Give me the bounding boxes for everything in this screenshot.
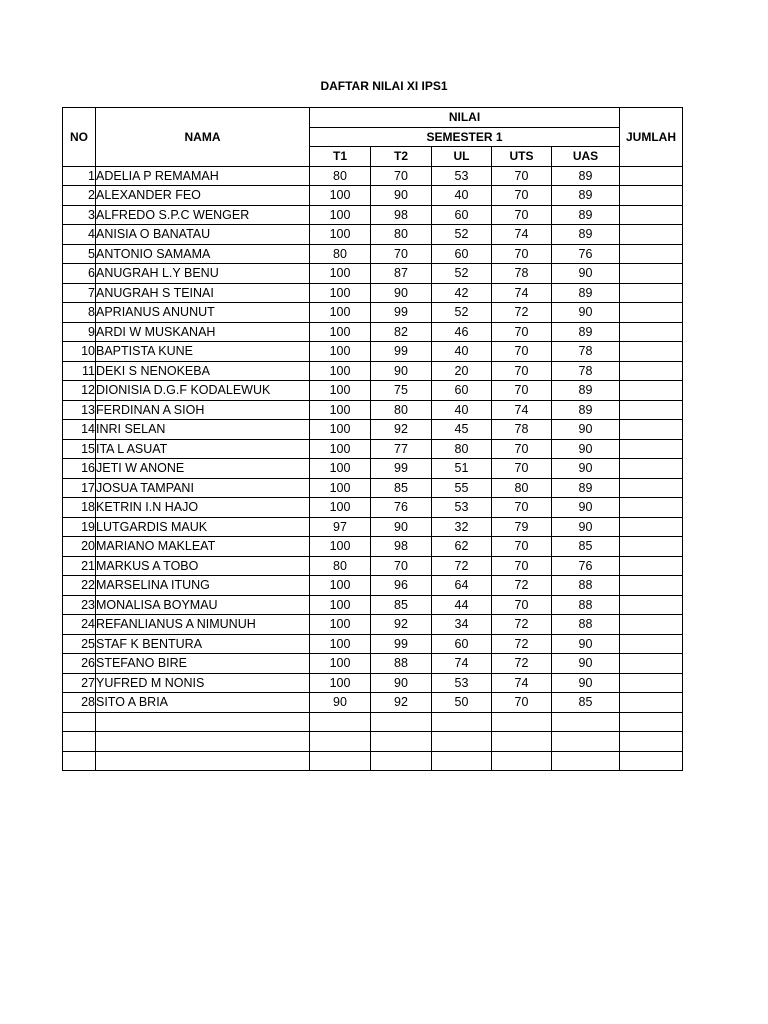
t2-cell: 82 [371,322,432,342]
no-cell: 19 [63,517,96,537]
uas-cell: 89 [552,205,620,225]
table-body [63,166,683,771]
jumlah-cell [620,420,683,440]
header-t1: T1 [310,147,371,167]
table-row [63,303,683,323]
t1-cell: 100 [310,205,371,225]
t1-cell: 100 [310,381,371,401]
name-cell: MARSELINA ITUNG [96,576,310,596]
t1-cell: 100 [310,634,371,654]
name-cell: JOSUA TAMPANI [96,478,310,498]
ul-cell [432,751,492,771]
table-row [63,654,683,674]
ul-cell: 53 [432,498,492,518]
t1-cell: 100 [310,615,371,635]
t2-cell: 99 [371,459,432,479]
t2-cell: 90 [371,186,432,206]
no-cell: 4 [63,225,96,245]
table-row [63,400,683,420]
uts-cell: 72 [492,576,552,596]
jumlah-cell [620,556,683,576]
t1-cell: 90 [310,693,371,713]
no-cell: 10 [63,342,96,362]
header-t2: T2 [371,147,432,167]
ul-cell: 40 [432,186,492,206]
ul-cell [432,732,492,752]
no-cell: 6 [63,264,96,284]
jumlah-cell [620,498,683,518]
t2-cell: 90 [371,517,432,537]
uts-cell: 74 [492,673,552,693]
name-cell: MARKUS A TOBO [96,556,310,576]
ul-cell: 72 [432,556,492,576]
name-cell: ANISIA O BANATAU [96,225,310,245]
t2-cell: 80 [371,400,432,420]
jumlah-cell [620,751,683,771]
ul-cell: 53 [432,673,492,693]
no-cell: 2 [63,186,96,206]
name-cell: FERDINAN A SIOH [96,400,310,420]
t2-cell: 92 [371,693,432,713]
table-row [63,166,683,186]
name-cell: YUFRED M NONIS [96,673,310,693]
uas-cell: 90 [552,673,620,693]
no-cell: 24 [63,615,96,635]
t1-cell: 100 [310,225,371,245]
name-cell: JETI W ANONE [96,459,310,479]
table-row [63,205,683,225]
header-uas: UAS [552,147,620,167]
jumlah-cell [620,342,683,362]
ul-cell: 64 [432,576,492,596]
uts-cell: 79 [492,517,552,537]
ul-cell: 40 [432,342,492,362]
header-semester: SEMESTER 1 [310,127,620,147]
t2-cell: 99 [371,342,432,362]
uas-cell: 89 [552,166,620,186]
t1-cell: 100 [310,673,371,693]
uts-cell: 70 [492,186,552,206]
jumlah-cell [620,615,683,635]
t1-cell: 100 [310,595,371,615]
uas-cell: 90 [552,634,620,654]
table-row [63,381,683,401]
table-row [63,732,683,752]
t1-cell: 80 [310,166,371,186]
header-nama: NAMA [96,108,310,167]
ul-cell: 60 [432,244,492,264]
table-row [63,459,683,479]
uts-cell: 70 [492,693,552,713]
t1-cell: 100 [310,439,371,459]
ul-cell: 62 [432,537,492,557]
name-cell: ALFREDO S.P.C WENGER [96,205,310,225]
uas-cell: 90 [552,264,620,284]
header-no: NO [63,108,96,167]
jumlah-cell [620,264,683,284]
t1-cell [310,751,371,771]
jumlah-cell [620,693,683,713]
uts-cell: 72 [492,303,552,323]
ul-cell: 80 [432,439,492,459]
uts-cell: 70 [492,361,552,381]
no-cell: 9 [63,322,96,342]
uts-cell: 80 [492,478,552,498]
t1-cell: 80 [310,244,371,264]
no-cell: 11 [63,361,96,381]
ul-cell: 52 [432,264,492,284]
jumlah-cell [620,439,683,459]
uts-cell [492,732,552,752]
no-cell: 21 [63,556,96,576]
no-cell [63,712,96,732]
t1-cell: 100 [310,303,371,323]
jumlah-cell [620,517,683,537]
jumlah-cell [620,381,683,401]
table-row [63,439,683,459]
uas-cell: 78 [552,342,620,362]
table-row [63,673,683,693]
no-cell [63,732,96,752]
table-row [63,751,683,771]
name-cell: ADELIA P REMAMAH [96,166,310,186]
name-cell: KETRIN I.N HAJO [96,498,310,518]
uts-cell [492,712,552,732]
t1-cell: 100 [310,537,371,557]
t1-cell: 100 [310,322,371,342]
no-cell: 1 [63,166,96,186]
name-cell: MONALISA BOYMAU [96,595,310,615]
uas-cell: 90 [552,654,620,674]
t1-cell: 100 [310,361,371,381]
ul-cell: 44 [432,595,492,615]
t2-cell: 85 [371,595,432,615]
uts-cell: 72 [492,615,552,635]
jumlah-cell [620,283,683,303]
no-cell: 17 [63,478,96,498]
uts-cell: 74 [492,283,552,303]
uas-cell: 90 [552,303,620,323]
name-cell: LUTGARDIS MAUK [96,517,310,537]
table-row [63,537,683,557]
table-row [63,615,683,635]
uts-cell: 70 [492,498,552,518]
uas-cell: 90 [552,439,620,459]
name-cell: DEKI S NENOKEBA [96,361,310,381]
name-cell: MARIANO MAKLEAT [96,537,310,557]
t2-cell: 76 [371,498,432,518]
name-cell: ARDI W MUSKANAH [96,322,310,342]
jumlah-cell [620,400,683,420]
jumlah-cell [620,225,683,245]
t2-cell: 75 [371,381,432,401]
jumlah-cell [620,186,683,206]
no-cell: 25 [63,634,96,654]
uts-cell: 74 [492,225,552,245]
table-row [63,693,683,713]
name-cell: BAPTISTA KUNE [96,342,310,362]
table-row [63,322,683,342]
uas-cell: 89 [552,381,620,401]
uts-cell: 70 [492,342,552,362]
ul-cell: 50 [432,693,492,713]
t2-cell: 87 [371,264,432,284]
table-row [63,420,683,440]
name-cell: STEFANO BIRE [96,654,310,674]
uas-cell [552,732,620,752]
uas-cell: 90 [552,459,620,479]
ul-cell: 60 [432,381,492,401]
header-uts: UTS [492,147,552,167]
t1-cell: 100 [310,420,371,440]
uts-cell: 70 [492,556,552,576]
t1-cell: 100 [310,264,371,284]
table-row [63,244,683,264]
name-cell [96,732,310,752]
jumlah-cell [620,673,683,693]
t2-cell: 70 [371,244,432,264]
no-cell: 18 [63,498,96,518]
jumlah-cell [620,478,683,498]
no-cell: 16 [63,459,96,479]
no-cell: 20 [63,537,96,557]
ul-cell: 60 [432,634,492,654]
t1-cell: 100 [310,576,371,596]
jumlah-cell [620,634,683,654]
t1-cell [310,712,371,732]
uas-cell: 90 [552,517,620,537]
t2-cell [371,712,432,732]
uas-cell: 89 [552,283,620,303]
no-cell: 12 [63,381,96,401]
no-cell: 26 [63,654,96,674]
name-cell: INRI SELAN [96,420,310,440]
t2-cell: 92 [371,420,432,440]
table-row [63,498,683,518]
t2-cell: 98 [371,537,432,557]
uas-cell: 89 [552,478,620,498]
t2-cell [371,751,432,771]
uts-cell: 70 [492,205,552,225]
jumlah-cell [620,303,683,323]
jumlah-cell [620,537,683,557]
ul-cell: 45 [432,420,492,440]
name-cell: SITO A BRIA [96,693,310,713]
t1-cell: 100 [310,478,371,498]
table-row [63,634,683,654]
uas-cell: 76 [552,556,620,576]
ul-cell: 32 [432,517,492,537]
table-header [63,108,683,167]
t2-cell: 90 [371,673,432,693]
uts-cell [492,751,552,771]
name-cell [96,712,310,732]
t2-cell: 80 [371,225,432,245]
no-cell: 8 [63,303,96,323]
t1-cell: 100 [310,186,371,206]
t1-cell: 100 [310,400,371,420]
t2-cell: 98 [371,205,432,225]
t2-cell: 70 [371,556,432,576]
t2-cell: 90 [371,283,432,303]
t2-cell: 70 [371,166,432,186]
t1-cell: 100 [310,342,371,362]
uas-cell: 89 [552,186,620,206]
table-row [63,556,683,576]
t2-cell: 96 [371,576,432,596]
ul-cell: 34 [432,615,492,635]
name-cell: ALEXANDER FEO [96,186,310,206]
table-row [63,517,683,537]
ul-cell: 74 [432,654,492,674]
jumlah-cell [620,595,683,615]
uts-cell: 78 [492,420,552,440]
ul-cell: 53 [432,166,492,186]
no-cell [63,751,96,771]
uts-cell: 70 [492,439,552,459]
no-cell: 22 [63,576,96,596]
uts-cell: 72 [492,654,552,674]
t2-cell: 99 [371,303,432,323]
t2-cell: 88 [371,654,432,674]
uas-cell: 88 [552,595,620,615]
uts-cell: 70 [492,244,552,264]
uas-cell: 85 [552,537,620,557]
uas-cell: 85 [552,693,620,713]
uts-cell: 70 [492,459,552,479]
t1-cell: 80 [310,556,371,576]
uts-cell: 70 [492,381,552,401]
table-row [63,225,683,245]
page-title: DAFTAR NILAI XI IPS1 [320,79,448,93]
t1-cell: 100 [310,283,371,303]
table-row [63,712,683,732]
name-cell: ANUGRAH S TEINAI [96,283,310,303]
no-cell: 15 [63,439,96,459]
uts-cell: 74 [492,400,552,420]
no-cell: 5 [63,244,96,264]
ul-cell: 52 [432,225,492,245]
ul-cell: 60 [432,205,492,225]
no-cell: 13 [63,400,96,420]
uas-cell: 89 [552,322,620,342]
ul-cell: 55 [432,478,492,498]
t2-cell: 90 [371,361,432,381]
uts-cell: 78 [492,264,552,284]
table-row [63,283,683,303]
uas-cell: 90 [552,498,620,518]
uts-cell: 70 [492,595,552,615]
uas-cell: 88 [552,576,620,596]
name-cell: DIONISIA D.G.F KODALEWUK [96,381,310,401]
ul-cell: 51 [432,459,492,479]
t2-cell: 99 [371,634,432,654]
jumlah-cell [620,322,683,342]
jumlah-cell [620,244,683,264]
header-nilai: NILAI [310,108,620,128]
t1-cell: 100 [310,459,371,479]
jumlah-cell [620,459,683,479]
uas-cell: 76 [552,244,620,264]
uas-cell: 89 [552,225,620,245]
table-row [63,478,683,498]
grade-table [62,107,683,771]
name-cell: STAF K BENTURA [96,634,310,654]
name-cell: ITA L ASUAT [96,439,310,459]
t1-cell [310,732,371,752]
t2-cell [371,732,432,752]
uts-cell: 70 [492,322,552,342]
name-cell [96,751,310,771]
jumlah-cell [620,361,683,381]
ul-cell: 46 [432,322,492,342]
jumlah-cell [620,576,683,596]
uts-cell: 70 [492,537,552,557]
jumlah-cell [620,654,683,674]
table-row [63,361,683,381]
jumlah-cell [620,712,683,732]
t2-cell: 77 [371,439,432,459]
uas-cell: 78 [552,361,620,381]
no-cell: 14 [63,420,96,440]
jumlah-cell [620,732,683,752]
ul-cell: 52 [432,303,492,323]
uas-cell [552,751,620,771]
no-cell: 27 [63,673,96,693]
table-row [63,264,683,284]
ul-cell: 42 [432,283,492,303]
ul-cell: 20 [432,361,492,381]
no-cell: 3 [63,205,96,225]
ul-cell: 40 [432,400,492,420]
header-jumlah: JUMLAH [620,108,683,167]
t1-cell: 100 [310,498,371,518]
no-cell: 23 [63,595,96,615]
name-cell: REFANLIANUS A NIMUNUH [96,615,310,635]
uts-cell: 72 [492,634,552,654]
jumlah-cell [620,205,683,225]
name-cell: APRIANUS ANUNUT [96,303,310,323]
uts-cell: 70 [492,166,552,186]
uas-cell: 88 [552,615,620,635]
jumlah-cell [620,166,683,186]
ul-cell [432,712,492,732]
header-ul: UL [432,147,492,167]
uas-cell [552,712,620,732]
table-row [63,342,683,362]
table-row [63,595,683,615]
no-cell: 7 [63,283,96,303]
name-cell: ANUGRAH L.Y BENU [96,264,310,284]
no-cell: 28 [63,693,96,713]
t1-cell: 100 [310,654,371,674]
name-cell: ANTONIO SAMAMA [96,244,310,264]
uas-cell: 89 [552,400,620,420]
uas-cell: 90 [552,420,620,440]
t1-cell: 97 [310,517,371,537]
table-row [63,186,683,206]
t2-cell: 85 [371,478,432,498]
table-row [63,576,683,596]
t2-cell: 92 [371,615,432,635]
